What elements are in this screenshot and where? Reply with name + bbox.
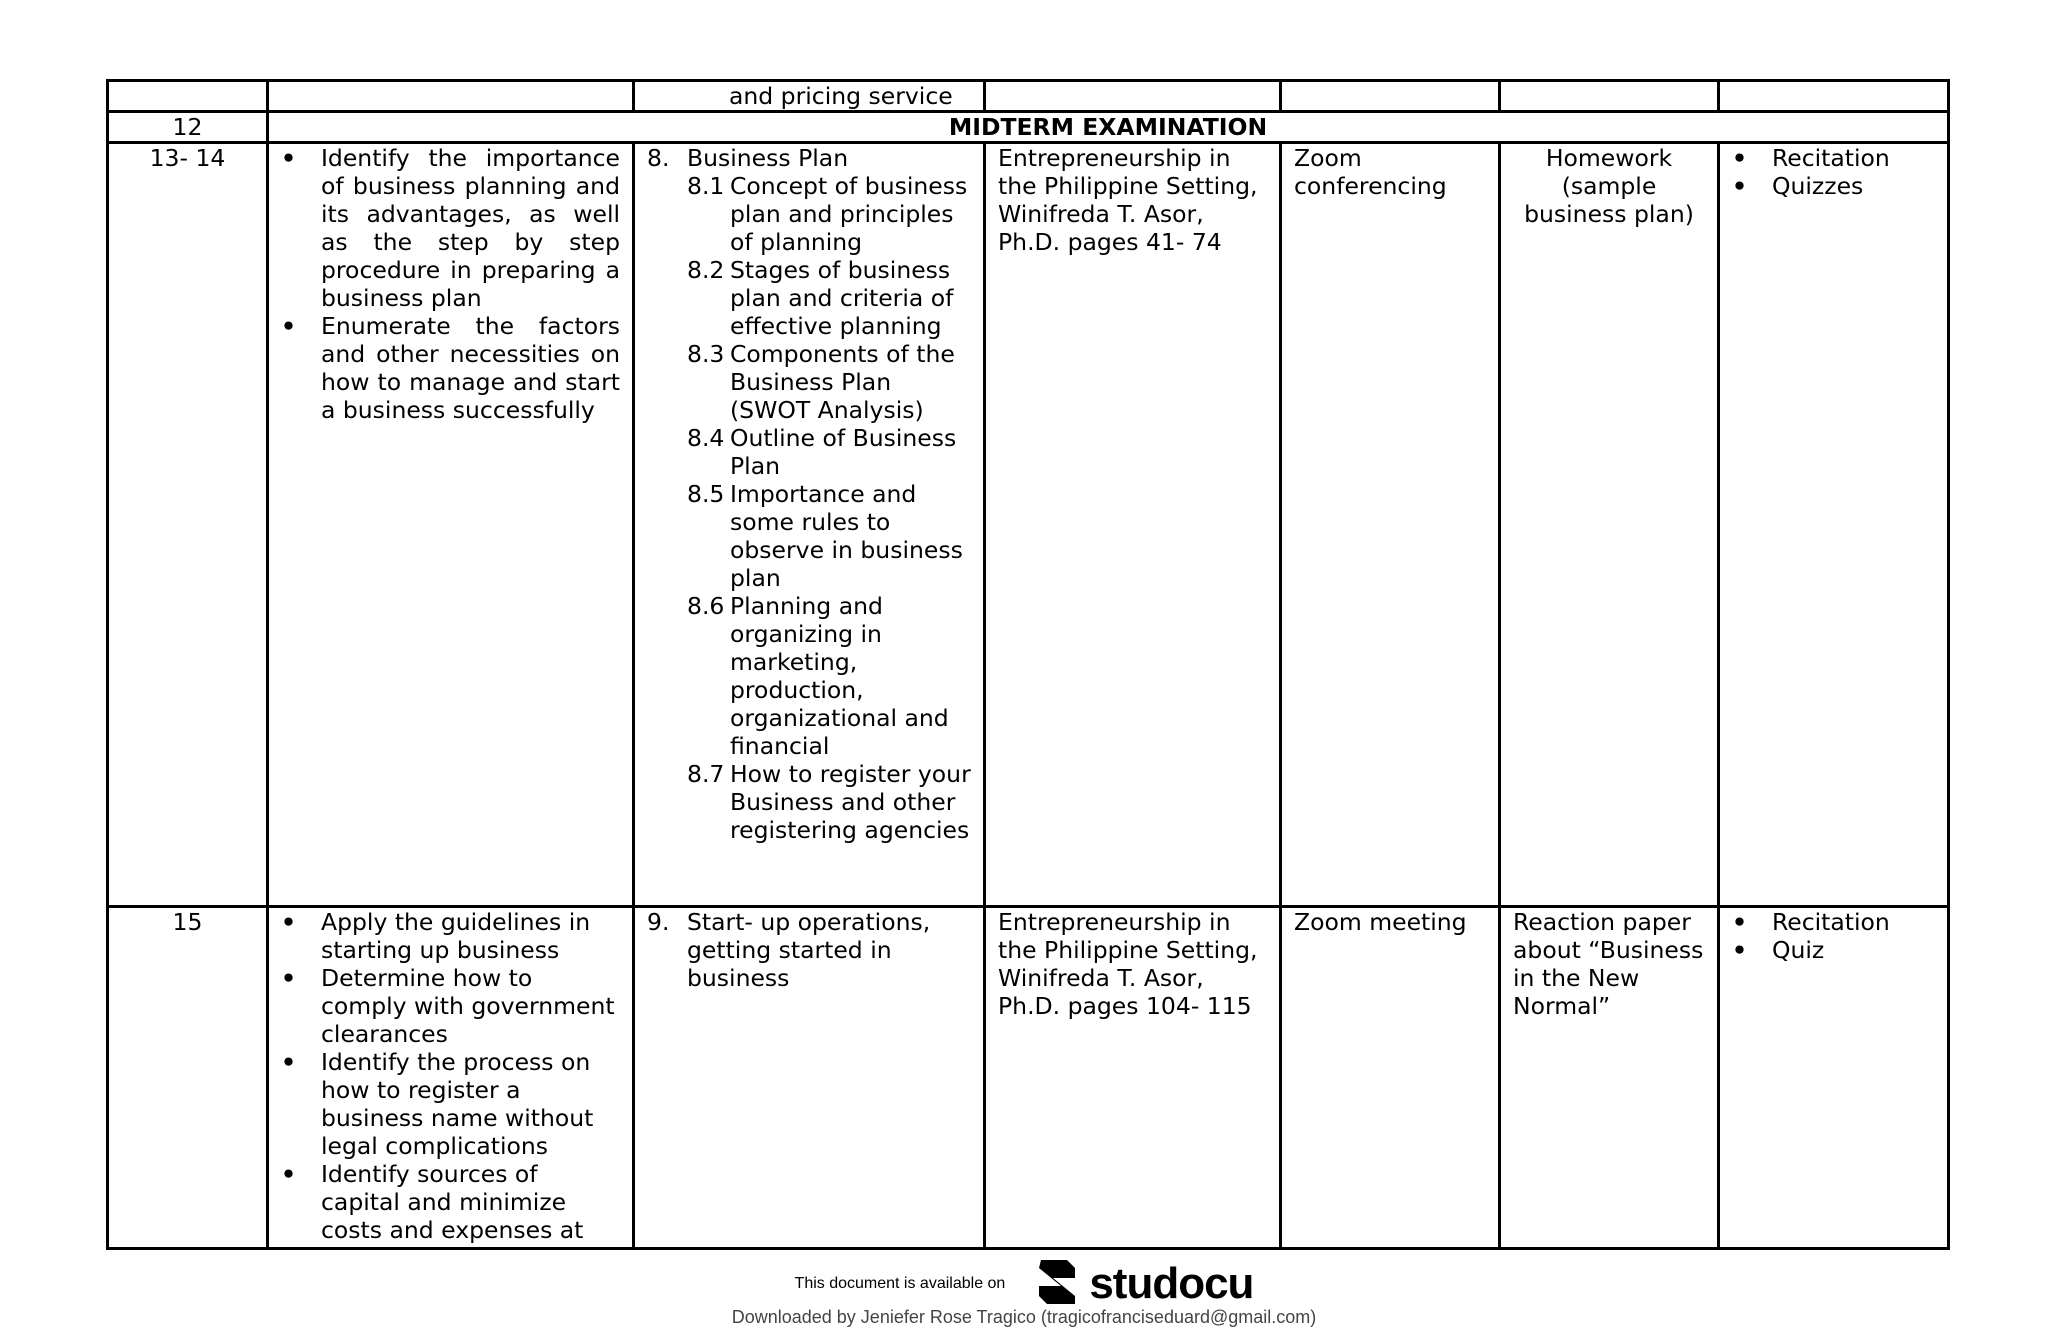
list-item: • Apply the guidelines in starting up business [281, 908, 620, 964]
outcomes-cell [268, 143, 634, 907]
footer-availability [0, 1254, 2048, 1314]
list-item: • Recitation [1732, 908, 1935, 936]
topic-number: 9. [647, 908, 670, 936]
topic-tail: and pricing service [729, 82, 953, 110]
subtopic-item [687, 480, 971, 592]
outcomes-list [281, 144, 620, 424]
table-row-continuation [108, 81, 1949, 112]
subtopic-number: 8.5 [687, 480, 725, 508]
week-cell: 13- 14 [108, 143, 268, 907]
assessment-cell [1719, 143, 1949, 907]
week-cell: 12 [108, 112, 268, 143]
list-item: • Enumerate the factors and other necessities on how to manage and start a business successfully [281, 312, 620, 424]
downloaded-by-text: Downloaded by Jeniefer Rose Tragico (tragicofranciseduard@gmail.com) [731, 1307, 1317, 1327]
list-item: • Quizzes [1732, 172, 1935, 200]
table-row-week-13-14 [108, 143, 1949, 907]
table-row-midterm [108, 112, 1949, 143]
studocu-logo-icon [1031, 1256, 1083, 1312]
topic-heading [647, 144, 971, 172]
reference-cell: Entrepreneurship in the Philippine Setting, Winifreda T. Asor, Ph.D. pages 41- 74 [985, 143, 1281, 907]
studocu-brand: studocu [1089, 1259, 1254, 1308]
subtopic-number: 8.7 [687, 760, 725, 788]
task-cell [1500, 81, 1719, 112]
topic-cell [634, 81, 985, 112]
subtopic-number: 8.1 [687, 172, 725, 200]
subtopic-text: Planning and organizing in marketing, production, organizational and financial [730, 592, 949, 760]
list-item: • Recitation [1732, 144, 1935, 172]
table-row-week-15 [108, 907, 1949, 1249]
list-item: • Determine how to comply with government clearances [281, 964, 620, 1048]
subtopic-text: Stages of business plan and criteria of effective planning [730, 256, 954, 340]
subtopic-number: 8.4 [687, 424, 725, 452]
task-cell: Homework (sample business plan) [1500, 143, 1719, 907]
subtopic-number: 8.3 [687, 340, 725, 368]
subtopic-text: Components of the Business Plan (SWOT Analysis) [730, 340, 955, 424]
subtopic-item [687, 256, 971, 340]
subtopic-item [687, 424, 971, 480]
subtopic-item [687, 760, 971, 844]
mode-cell: Zoom meeting [1281, 907, 1500, 1249]
reference-cell: Entrepreneurship in the Philippine Setting, Winifreda T. Asor, Ph.D. pages 104- 115 [985, 907, 1281, 1249]
syllabus-table [106, 79, 1950, 1250]
mode-cell [1281, 81, 1500, 112]
outcomes-cell [268, 907, 634, 1249]
subtopic-item [687, 592, 971, 760]
subtopic-item [687, 172, 971, 256]
assessment-list [1732, 908, 1935, 964]
topic-cell [634, 143, 985, 907]
assessment-cell [1719, 907, 1949, 1249]
subtopic-text: Concept of business plan and principles of planning [730, 172, 968, 256]
topic-cell [634, 907, 985, 1249]
mode-cell: Zoom conferencing [1281, 143, 1500, 907]
availability-text: This document is available on [794, 1275, 1006, 1292]
list-item: • Quiz [1732, 936, 1935, 964]
outcomes-list [281, 908, 620, 1244]
topic-title: Start- up operations, getting started in business [687, 908, 931, 992]
outcomes-cell [268, 81, 634, 112]
studocu-link[interactable] [1031, 1256, 1253, 1312]
subtopic-number: 8.2 [687, 256, 725, 284]
subtopic-item [687, 340, 971, 424]
assessment-cell [1719, 81, 1949, 112]
subtopic-text: How to register your Business and other registering agencies [730, 760, 971, 844]
list-item: • Identify the importance of business planning and its advantages, as well as the step by step procedure in preparing a business plan [281, 144, 620, 312]
subtopic-text: Importance and some rules to observe in business plan [730, 480, 963, 592]
week-cell: 15 [108, 907, 268, 1249]
topic-title: Business Plan [687, 144, 849, 172]
subtopic-number: 8.6 [687, 592, 725, 620]
assessment-list [1732, 144, 1935, 200]
week-cell [108, 81, 268, 112]
reference-cell [985, 81, 1281, 112]
list-item: • Identify the process on how to register a business name without legal complications [281, 1048, 620, 1160]
list-item: • Identify sources of capital and minimize costs and expenses at [281, 1160, 620, 1244]
task-cell: Reaction paper about “Business in the New Normal” [1500, 907, 1719, 1249]
subtopic-text: Outline of Business Plan [730, 424, 957, 480]
topic-heading [647, 908, 971, 992]
midterm-exam-label: MIDTERM EXAMINATION [268, 112, 1949, 143]
topic-number: 8. [647, 144, 670, 172]
